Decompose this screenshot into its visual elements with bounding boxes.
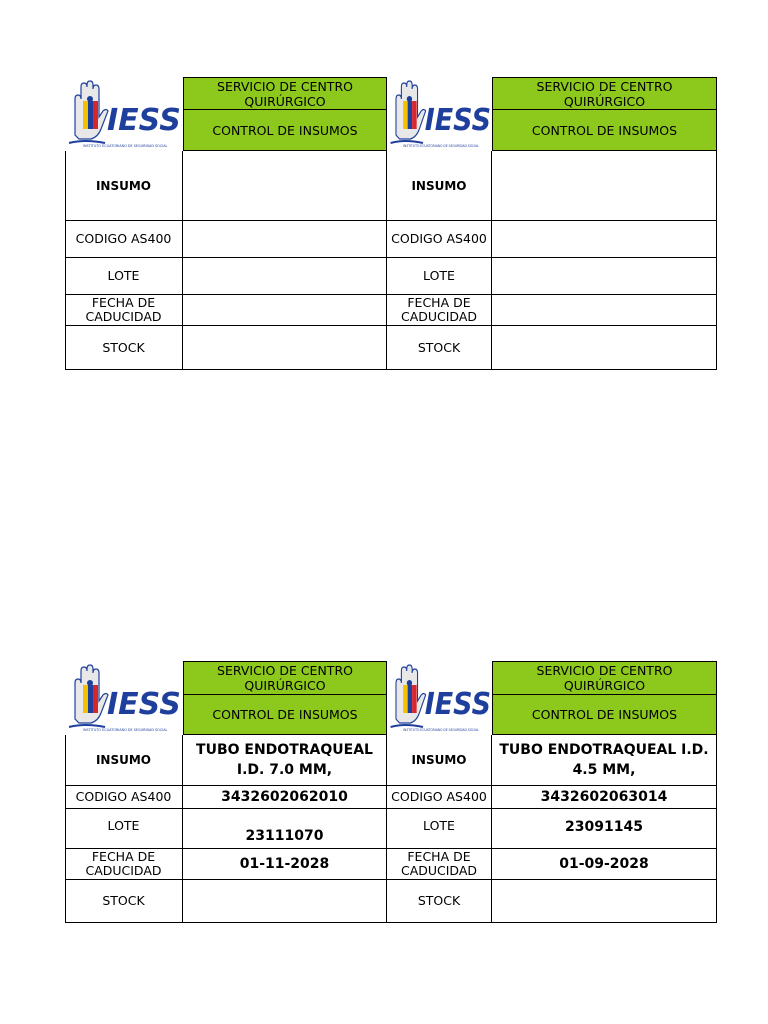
insumo-label: INSUMO — [387, 735, 492, 785]
insumo-value: TUBO ENDOTRAQUEAL I.D. 7.0 MM, — [183, 735, 387, 785]
logo-subtext: INSTITUTO ECUATORIANO DE SEGURIDAD SOCIAL — [83, 144, 168, 148]
row-stock — [65, 326, 387, 370]
row-stock — [387, 880, 717, 923]
row-codigo — [65, 786, 387, 809]
control-header — [183, 694, 387, 735]
iess-hand-icon — [65, 661, 183, 735]
row-lote — [65, 258, 387, 295]
supply-card — [387, 661, 717, 923]
logo-subtext: INSTITUTO ECUATORIANO DE SEGURIDAD SOCIAL — [83, 728, 168, 732]
codigo-label: CODIGO AS400 — [387, 786, 492, 808]
lote-label: LOTE — [387, 809, 492, 848]
control-title: CONTROL DE INSUMOS — [531, 122, 678, 138]
logo-text: IESS — [107, 103, 181, 138]
fecha-label: FECHA DE CADUCIDAD — [387, 849, 492, 879]
stock-label: STOCK — [387, 326, 492, 369]
row-fecha — [65, 849, 387, 880]
logo-text: IESS — [424, 686, 491, 722]
service-header — [183, 661, 387, 695]
iess-hand-icon — [387, 661, 493, 735]
row-insumo — [387, 151, 717, 221]
codigo-label: CODIGO AS400 — [65, 786, 183, 808]
row-insumo — [387, 735, 717, 786]
lote-value — [183, 258, 387, 294]
row-stock — [65, 880, 387, 923]
row-lote — [65, 809, 387, 849]
logo-subtext: INSTITUTO ECUATORIANO DE SEGURIDAD SOCIAL — [403, 143, 479, 149]
logo-text: IESS — [424, 102, 491, 138]
lote-label: LOTE — [65, 258, 183, 294]
lote-value — [492, 258, 717, 294]
service-header — [183, 77, 387, 110]
insumo-label: INSUMO — [65, 151, 183, 220]
stock-value — [492, 880, 717, 922]
control-title: CONTROL DE INSUMOS — [212, 707, 358, 722]
supply-card — [65, 77, 387, 370]
service-title: SERVICIO DE CENTRO QUIRÚRGICO — [536, 663, 673, 693]
iess-logo — [387, 77, 493, 151]
fecha-value — [183, 295, 387, 325]
fecha-label: FECHA DE CADUCIDAD — [65, 849, 183, 879]
insumo-label: INSUMO — [387, 151, 492, 220]
fecha-label: FECHA DE CADUCIDAD — [387, 295, 492, 325]
fecha-value: 01-11-2028 — [183, 849, 387, 879]
iess-logo — [65, 661, 183, 735]
row-fecha — [387, 849, 717, 880]
iess-logo — [387, 661, 493, 735]
row-codigo — [387, 786, 717, 809]
fecha-label: FECHA DE CADUCIDAD — [65, 295, 183, 325]
iess-hand-icon — [387, 77, 493, 151]
lote-value: 23091145 — [492, 809, 717, 848]
codigo-value — [492, 221, 717, 257]
codigo-value: 3432602063014 — [492, 786, 717, 808]
control-header — [183, 109, 387, 151]
lote-value: 23111070 — [183, 809, 387, 848]
row-lote — [387, 809, 717, 849]
row-insumo — [65, 735, 387, 786]
stock-label: STOCK — [65, 880, 183, 922]
service-title: SERVICIO DE CENTRO QUIRÚRGICO — [217, 663, 353, 693]
stock-label: STOCK — [387, 880, 492, 922]
row-insumo — [65, 151, 387, 221]
codigo-label: CODIGO AS400 — [65, 221, 183, 257]
service-title: SERVICIO DE CENTRO QUIRÚRGICO — [217, 78, 353, 109]
logo-text: IESS — [107, 687, 181, 722]
row-codigo — [387, 221, 717, 258]
stock-value — [492, 326, 717, 369]
supply-card — [387, 77, 717, 370]
insumo-value — [183, 151, 387, 220]
row-fecha — [65, 295, 387, 326]
control-header — [492, 109, 717, 151]
row-stock — [387, 326, 717, 370]
logo-subtext: INSTITUTO ECUATORIANO DE SEGURIDAD SOCIAL — [403, 727, 479, 733]
codigo-value — [183, 221, 387, 257]
supply-card — [65, 661, 387, 923]
insumo-label: INSUMO — [65, 735, 183, 785]
row-lote — [387, 258, 717, 295]
iess-logo — [65, 77, 183, 151]
lote-label: LOTE — [387, 258, 492, 294]
row-fecha — [387, 295, 717, 326]
stock-value — [183, 880, 387, 922]
iess-hand-icon — [65, 77, 183, 151]
fecha-value — [492, 295, 717, 325]
codigo-value: 3432602062010 — [183, 786, 387, 808]
stock-label: STOCK — [65, 326, 183, 369]
service-header — [492, 661, 717, 695]
service-title: SERVICIO DE CENTRO QUIRÚRGICO — [536, 78, 673, 109]
lote-label: LOTE — [65, 809, 183, 848]
service-header — [492, 77, 717, 110]
row-codigo — [65, 221, 387, 258]
control-header — [492, 694, 717, 735]
stock-value — [183, 326, 387, 369]
insumo-value — [492, 151, 717, 220]
insumo-value: TUBO ENDOTRAQUEAL I.D. 4.5 MM, — [492, 735, 717, 785]
fecha-value: 01-09-2028 — [492, 849, 717, 879]
control-title: CONTROL DE INSUMOS — [531, 707, 678, 722]
control-title: CONTROL DE INSUMOS — [212, 122, 358, 138]
codigo-label: CODIGO AS400 — [387, 221, 492, 257]
